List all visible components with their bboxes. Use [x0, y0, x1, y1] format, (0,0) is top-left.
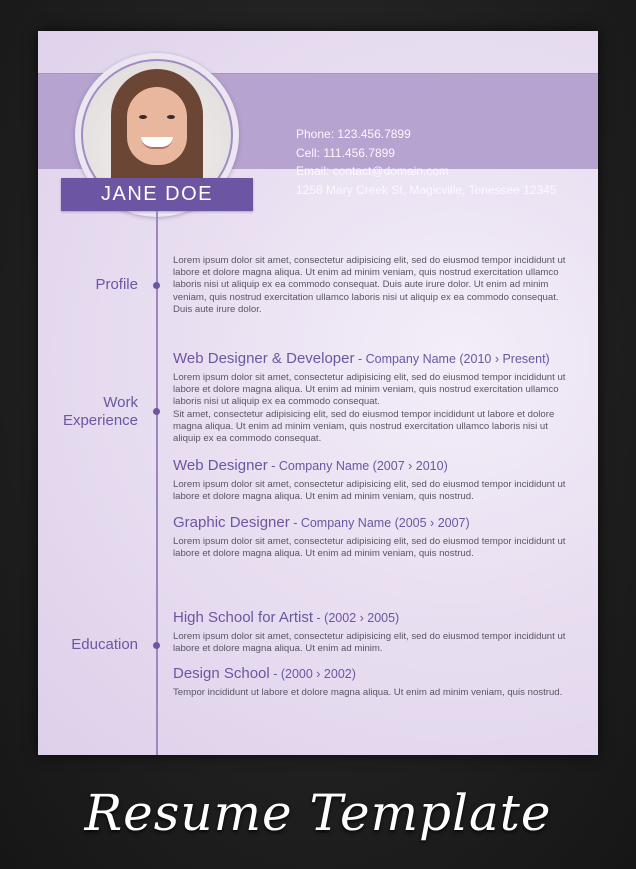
template-title: Resume Template: [84, 784, 552, 842]
work-entry: [173, 514, 568, 560]
contact-info: [296, 125, 557, 199]
address-text: 1258 Mary Creek St, Magicville, Tenessee 12345: [296, 182, 557, 197]
resume-page: [38, 31, 598, 755]
work-entry-title: Graphic Designer - Company Name (2005 › 2007): [173, 513, 470, 531]
work-entry-text: Sit amet, consectetur adipisicing elit, sed do eiusmod tempor incididunt ut labore et dolore magna aliqua. Ut enim ad minim veniam, quis nostrud exercitation ullamco laboris nisi ut aliquip ex ea commodo consequat.: [173, 408, 555, 445]
section-label-profile: Profile: [95, 276, 138, 293]
photo-face: [127, 87, 187, 165]
section-label-work-line2: Experience: [62, 412, 138, 429]
timeline-dot-profile: [153, 282, 160, 289]
work-section: [173, 350, 568, 560]
education-entry-text: Lorem ipsum dolor sit amet, consectetur adipisicing elit, sed do eiusmod tempor incididunt ut labore et dolore magna aliqua. Ut enim ad minim.: [173, 631, 566, 655]
section-label-education: Education: [71, 636, 138, 653]
work-entry: [173, 457, 568, 503]
section-label-work: [63, 394, 138, 430]
email-text: Email: contact@domain.com: [296, 164, 449, 178]
education-section: [173, 609, 568, 700]
cell-text: Cell: 111.456.7899: [296, 145, 395, 160]
timeline-dot-education: [153, 642, 160, 649]
profile-section: [173, 255, 568, 316]
phone-text: Phone: 123.456.7899: [296, 127, 411, 141]
timeline-line: [156, 211, 158, 755]
education-entry-title: Design School - (2000 › 2002): [173, 665, 356, 683]
work-entry: [173, 350, 568, 445]
work-entry-text: Lorem ipsum dolor sit amet, consectetur adipisicing elit, sed do eiusmod tempor incididunt ut labore et dolore magna aliqua. Ut enim ad minim veniam, quis nostrud.: [173, 535, 566, 559]
name-banner: JANE DOE: [61, 178, 253, 211]
education-entry: [173, 665, 568, 699]
section-label-work-line1: Work: [103, 394, 138, 411]
profile-text: Lorem ipsum dolor sit amet, consectetur adipisicing elit, sed do eiusmod tempor incididunt ut labore et dolore magna aliqua. Ut enim ad minim veniam, quis nostrud exercitation ullamco laboris nisi ut aliquip ex ea commodo consequat. Duis aute irure dolor. Ut enim ad minim veniam, quis nostrud exercitation ullamco laboris nisi ut aliquip ex ea commodo consequat. Duis aute irure dolor.: [173, 255, 566, 315]
photo-eye-right: [167, 115, 175, 119]
photo-eye-left: [139, 115, 147, 119]
education-entry-text: Tempor incididunt ut labore et dolore magna aliqua. Ut enim ad minim veniam, quis nostrud.: [173, 687, 563, 699]
work-entry-title: Web Designer & Developer - Company Name (2010 › Present): [173, 350, 550, 367]
work-entry-title: Web Designer - Company Name (2007 › 2010): [173, 457, 448, 475]
timeline-dot-work: [153, 408, 160, 415]
education-entry: [173, 609, 568, 655]
work-entry-text: Lorem ipsum dolor sit amet, consectetur adipisicing elit, sed do eiusmod tempor incididunt ut labore et dolore magna aliqua. Ut enim ad minim veniam, quis nostrud exercitation ullamco laboris nisi ut aliquip ex ea commodo consequat.: [173, 372, 566, 408]
education-entry-title: High School for Artist - (2002 › 2005): [173, 609, 400, 626]
work-entry-text: Lorem ipsum dolor sit amet, consectetur adipisicing elit, sed do eiusmod tempor incididunt ut labore et dolore magna aliqua. Ut enim ad minim veniam, quis nostrud.: [173, 479, 566, 503]
